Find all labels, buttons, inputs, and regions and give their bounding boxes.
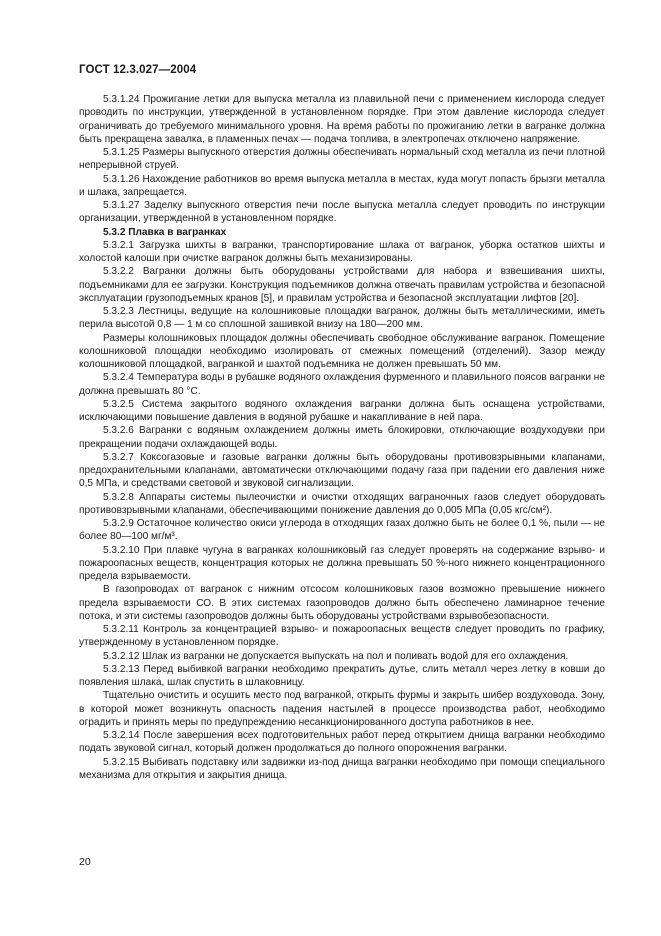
section-heading-5-3-2: 5.3.2 Плавка в вагранках [103, 226, 227, 238]
document-body [79, 93, 605, 782]
paragraph-5-3-2-7: 5.3.2.7 Коксогазовые и газовые вагранки должны быть оборудованы противовзрывными клапанами, предохранительными клапанами, автоматически отключающими подачу газа при падении его давления ниже 0,5 МПа, и средствами световой и звуковой сигнализации. [79, 451, 605, 490]
paragraph-5-3-2-1: 5.3.2.1 Загрузка шихты в вагранки, транспортирование шлака от вагранок, уборка остатков шихты и холостой калоши при очистке вагранок должны быть механизированы. [79, 239, 605, 264]
paragraph-5-3-2-6: 5.3.2.6 Вагранки с водяным охлаждением должны иметь блокировки, отключающие воздуходувки при прекращении подачи охлаждающей воды. [79, 425, 605, 450]
paragraph-platform-sizes: Размеры колошниковых площадок должны обеспечивать свободное обслуживание вагранок. Помещение колошниковой площадки необходимо изолировать от смежных помещений (отделений). Зазор между колошниковой площадкой, вагранкой и шахтой подъемника не должен превышать 50 мм. [79, 332, 605, 370]
paragraph-5-3-2-2: 5.3.2.2 Вагранки должны быть оборудованы устройствами для набора и взвешивания шихты, подъемниками для ее загрузки. Конструкция подъемников должна отвечать правилам устройства и безопасной эксплуатации грузоподъемных кранов [5], и правилам устройства и безопасной эксплуатации лифтов [20]. [79, 266, 605, 304]
paragraph-5-3-2-3: 5.3.2.3 Лестницы, ведущие на колошниковые площадки вагранок, должны быть металлическими, иметь перила высотой 0,8 — 1 м со сплошной зашивкой внизу на 180—200 мм. [79, 306, 605, 331]
paragraph-5-3-1-25: 5.3.1.25 Размеры выпускного отверстия должны обеспечивать нормальный сход металла из печи плотной непрерывной струей. [79, 147, 605, 172]
page-header-title: ГОСТ 12.3.027—2004 [79, 64, 197, 76]
paragraph-5-3-1-27: 5.3.1.27 Заделку выпускного отверстия печи после выпуска металла следует проводить по инструкции организации, утвержденной в установленном порядке. [79, 200, 605, 225]
paragraph-5-3-2-8: 5.3.2.8 Аппараты системы пылеочистки и очистки отходящих ваграночных газов следует оборудовать противовзрывными клапанами, обеспечивающими понижение давления до 0,005 МПа (0,05 кгс/см²). [79, 491, 605, 516]
paragraph-5-3-2-4: 5.3.2.4 Температура воды в рубашке водяного охлаждения фурменного и плавильного поясов вагранки не должна превышать 80 °С. [79, 372, 605, 397]
paragraph-5-3-2-11: 5.3.2.11 Контроль за концентрацией взрыво- и пожароопасных веществ следует проводить по графику, утвержденному в установленном порядке. [79, 624, 605, 649]
paragraph-cleaning-area: Тщательно очистить и осушить место под вагранкой, открыть фурмы и закрыть шибер воздуховода. Зону, в которой может возникнуть опасность падения настылей в процессе производства работ, необходимо оградить и принять меры по предупреждению несанкционированного доступа работников в нее. [79, 690, 605, 728]
paragraph-5-3-2-13: 5.3.2.13 Перед выбивкой вагранки необходимо прекратить дутье, слить металл через летку в ковши до появления шлака, шлак спустить в шлаковницу. [79, 663, 605, 688]
paragraph-gas-pipelines: В газопроводах от вагранок с нижним отсосом колошниковых газов возможно превышение нижнего предела взрываемости СО. В этих системах газопроводов должно быть обеспечено ламинарное течение потока, и эти системы газопроводов должны быть оборудованы устройствами взрывобезопасности. [79, 584, 605, 622]
paragraph-5-3-1-24: 5.3.1.24 Прожигание летки для выпуска металла из плавильной печи с применением кислорода следует проводить по инструкции, утвержденной в установленном порядке. При этом давление кислорода следует ограничивать до требуемого минимального уровня. На время работы по прожиганию летки в вагранке должна быть прекращена завалка, в пламенных печах — подача топлива, в электропечах отключено напряжение. [79, 94, 605, 145]
paragraph-5-3-2-10: 5.3.2.10 При плавке чугуна в вагранках колошниковый газ следует проверять на содержание взрыво- и пожароопасных веществ, концентрация которых не должна превышать 50 %-ного нижнего концентрационного предела взрываемости. [79, 544, 605, 582]
paragraph-5-3-2-9: 5.3.2.9 Остаточное количество окиси углерода в отходящих газах должно быть не более 0,1 %, пыли — не более 80—100 мг/м³. [79, 518, 605, 543]
paragraph-5-3-1-26: 5.3.1.26 Нахождение работников во время выпуска металла в местах, куда могут попасть брызги металла и шлака, запрещается. [79, 173, 605, 198]
paragraph-5-3-2-5: 5.3.2.5 Система закрытого водяного охлаждения вагранки должна быть оснащена устройствами, исключающими повышение давления в водяной рубашке и накапливание в ней пара. [79, 398, 605, 423]
paragraph-5-3-2-15: 5.3.2.15 Выбивать подставку или задвижки из-под днища вагранки необходимо при помощи специального механизма для открытия и закрытия днища. [79, 756, 605, 781]
page-number: 20 [79, 856, 91, 868]
paragraph-5-3-2-14: 5.3.2.14 После завершения всех подготовительных работ перед открытием днища вагранки необходимо подать звуковой сигнал, который должен продолжаться до полного опорожнения вагранки. [79, 730, 605, 755]
paragraph-5-3-2-12: 5.3.2.12 Шлак из вагранки не допускается выпускать на пол и поливать водой для его охлаждения. [103, 650, 569, 662]
